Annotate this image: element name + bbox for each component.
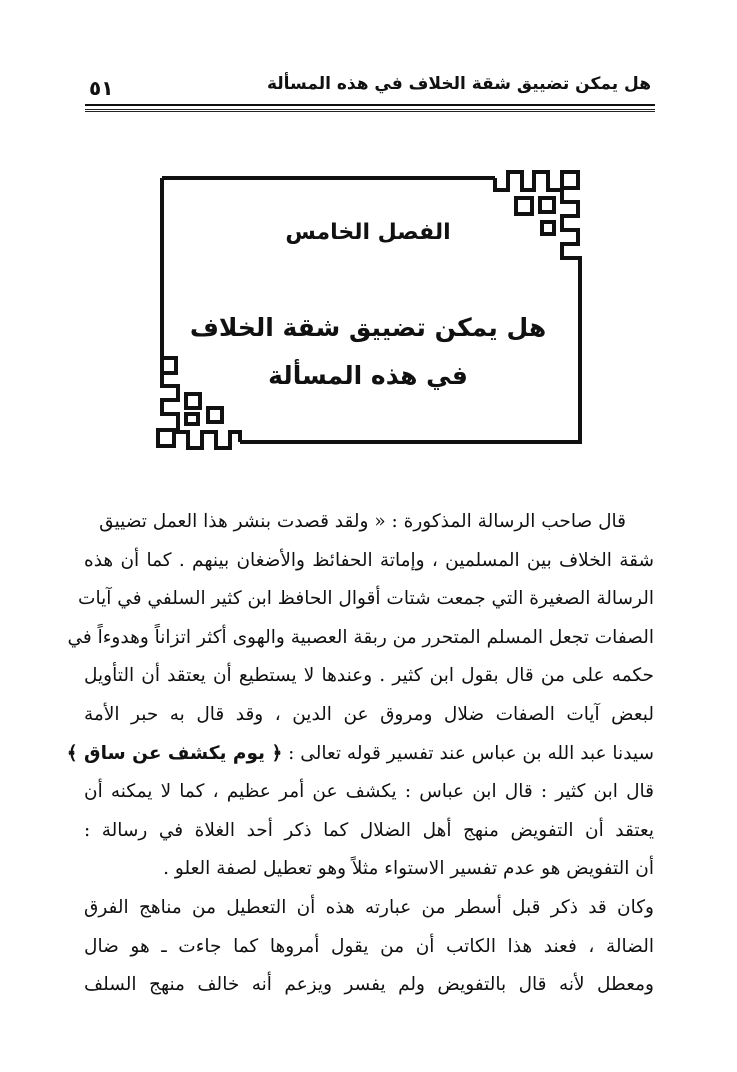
text-line: وكان قد ذكر قبل أسطر من عبارته هذه أن التعطيل من مناهج الفرق [84, 896, 654, 918]
header-rule [85, 104, 655, 106]
chapter-label: الفصل الخامس [285, 220, 451, 245]
text-line-with-quote [66, 735, 654, 774]
text-line: قال صاحب الرسالة المذكورة : « ولقد قصدت بنشر هذا العمل تضييق [99, 511, 626, 532]
chapter-frame-ornament [150, 168, 586, 452]
text-line: يعتقد أن التفويض منهج أهل الضلال كما ذكر أحد الغلاة في رسالة : [84, 819, 654, 841]
page-header [85, 68, 655, 104]
quran-quote: ﴿ يوم يكشف عن ساق ﴾ [66, 742, 283, 764]
header-double-rule [85, 109, 655, 112]
chapter-title-box [150, 168, 586, 452]
text-segment: سيدنا عبد الله بن عباس عند تفسير قوله تعالى : [288, 742, 654, 764]
text-line: الرسالة الصغيرة التي جمعت شتات أقوال الحافظ ابن كثير السلفي في آيات [78, 588, 654, 610]
text-line: أن التفويض هو عدم تفسير الاستواء مثلاً وهو تعطيل لصفة العلو . [163, 858, 654, 880]
text-line: الصفات تجعل المسلم المتحرر من ربقة العصبية والهوى أكثر اتزاناً وهدوءاً في [67, 626, 654, 648]
running-title: هل يمكن تضييق شقة الخلاف في هذه المسألة [266, 74, 651, 94]
chapter-title-line-2: في هذه المسألة [268, 361, 468, 390]
text-line: حكمه على من قال بقول ابن كثير . وعندها لا يستطيع أن يعتقد أن التأويل [84, 665, 654, 687]
text-line: قال ابن كثير : قال ابن عباس : يكشف عن أمر عظيم ، كما لا يمكنه أن [84, 781, 654, 803]
text-line: شقة الخلاف بين المسلمين ، وإماتة الحفائظ والأضغان بينهم . كما أن هذه [84, 549, 654, 571]
page-number: ٥١ [89, 76, 114, 100]
text-line: ومعطل لأنه قال بالتفويض ولم يفسر ويزعم أنه خالف منهج السلف [84, 974, 654, 996]
text-line: الضالة ، فعند هذا الكاتب أن من يقول أمروها كما جاءت ـ هو ضال [84, 935, 654, 957]
chapter-title-line-1: هل يمكن تضييق شقة الخلاف [189, 313, 547, 342]
text-line: لبعض آيات الصفات ضلال ومروق عن الدين ، وقد قال به حبر الأمة [84, 703, 654, 725]
body-text [66, 503, 654, 1005]
